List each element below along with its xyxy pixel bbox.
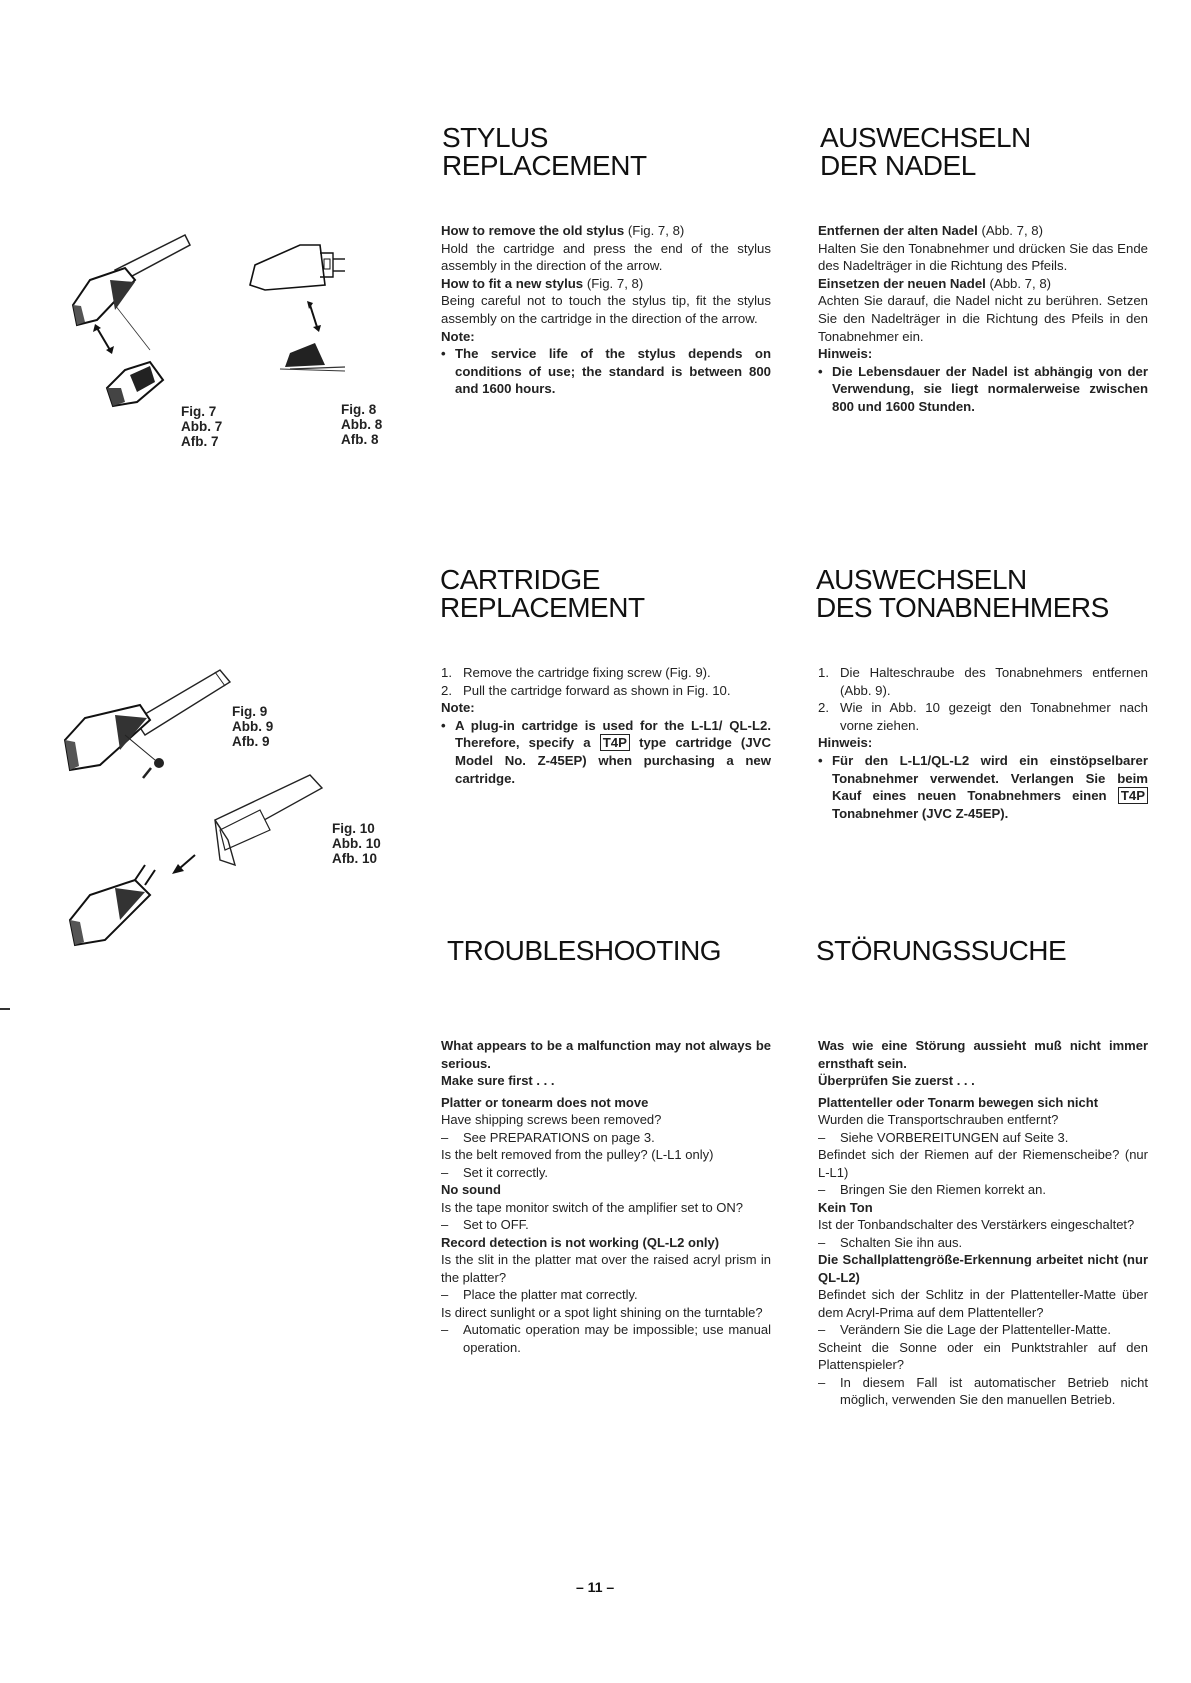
fig8-label: Fig. 8 Abb. 8 Afb. 8 bbox=[341, 402, 383, 447]
fig7-label: Fig. 7 Abb. 7 Afb. 7 bbox=[181, 404, 223, 449]
troubleshooting-body: What appears to be a malfunction may not always be serious. Make sure first . . . Platter or tonearm does not move Have shipping screws been removed? – See PREPARATIONS on page 3. Is the belt removed from the pulley? (L-L1 only) – Set it correctly. No sound Is the tape monitor switch of the amplifier set to ON? – Set to OFF. Record detection is not working (QL-L2 only) Is the slit in the platter mat over the raised acryl prism in the platter? – Place the platter mat correctly. Is direct sunlight or a spot light shining on the turntable? – Automatic operation may be impossible; use manual operation. bbox=[441, 1037, 771, 1356]
cartridge-body: 1. Remove the cartridge fixing screw (Fig. 9). 2. Pull the cartridge forward as shown in Fig. 10. Note: • A plug-in cartridge is used for the L-L1/ QL-L2. Therefore, specify a T4P type cartridge (JVC Model No. Z-45EP) when purchasing a new cartridge. bbox=[441, 664, 771, 787]
fig9-label: Fig. 9 Abb. 9 Afb. 9 bbox=[232, 704, 274, 749]
nadel-body: Entfernen der alten Nadel (Abb. 7, 8) Halten Sie den Tonabnehmer und drücken Sie das Ende des Nadelträger in die Richtung des Pfeils. Einsetzen der neuen Nadel (Abb. 7, 8) Achten Sie darauf, die Nadel nicht zu berühren. Setzen Sie den Nadelträger in die Richtung des Pfeils in den Tonabnehmer ein. Hinweis: • Die Lebensdauer der Nadel ist abhängig von der Verwendung, sie liegt normalerweise zwischen 800 und 1600 Stunden. bbox=[818, 222, 1148, 416]
stylus-title: STYLUS REPLACEMENT bbox=[442, 122, 647, 181]
fig10-label: Fig. 10 Abb. 10 Afb. 10 bbox=[332, 821, 381, 866]
nadel-title: AUSWECHSELN DER NADEL bbox=[820, 122, 1031, 181]
fig8-illustration bbox=[245, 235, 375, 385]
tonabnehmer-title: AUSWECHSELN DES TONABNEHMERS bbox=[816, 564, 1109, 623]
fig10-illustration bbox=[60, 770, 330, 960]
page-number: – 11 – bbox=[576, 1579, 615, 1595]
cartridge-step: 2. Pull the cartridge forward as shown in Fig. 10. bbox=[441, 682, 731, 698]
stylus-body: How to remove the old stylus (Fig. 7, 8) Hold the cartridge and press the end of the stylus assembly in the direction of the arrow. How to fit a new stylus (Fig. 7, 8) Being careful not to touch the stylus tip, fit the stylus assembly on the cartridge in the direction of the arrow. Note: • The service life of the stylus depends on conditions of use; the standard is between 800 and 1600 hours. bbox=[441, 222, 771, 398]
troubleshooting-title: TROUBLESHOOTING bbox=[447, 935, 722, 966]
t4p-badge: T4P bbox=[600, 734, 630, 751]
tonabnehmer-body: 1. Die Halteschraube des Tonabnehmers entfernen (Abb. 9). 2. Wie in Abb. 10 gezeigt den Tonabnehmer nach vorne ziehen. Hinweis: • Für den L-L1/QL-L2 wird ein einstöpselbarer Tonabnehmer verwendet. Verlangen Sie beim Kauf eines neuen Tonabnehmers einen T4P Tonabnehmer (JVC Z-45EP). bbox=[818, 664, 1148, 822]
cartridge-title: CARTRIDGE REPLACEMENT bbox=[440, 564, 645, 623]
tonabnehmer-step: 1. Die Halteschraube des Tonabnehmers entfernen (Abb. 9). bbox=[818, 665, 1148, 698]
t4p-badge: T4P bbox=[1118, 787, 1148, 804]
fig7-illustration bbox=[55, 210, 195, 420]
tonabnehmer-step: 2. Wie in Abb. 10 gezeigt den Tonabnehmer nach vorne ziehen. bbox=[818, 700, 1148, 733]
stoerungssuche-body: Was wie eine Störung aussieht muß nicht immer ernsthaft sein. Überprüfen Sie zuerst . . . Plattenteller oder Tonarm bewegen sich nicht Wurden die Transportschrauben entfernt? – Siehe VORBEREITUNGEN auf Seite 3. Befindet sich der Riemen auf der Riemenscheibe? (nur L-L1) – Bringen Sie den Riemen korrekt an. Kein Ton Ist der Tonbandschalter des Verstärkers eingeschaltet? – Schalten Sie ihn aus. Die Schallplattengröße-Erkennung arbeitet nicht (nur QL-L2) Befindet sich der Schlitz in der Plattenteller-Matte über dem Acryl-Prima auf dem Plattenteller? – Verändern Sie die Lage der Plattenteller-Matte. Scheint die Sonne oder ein Punktstrahler auf den Plattenspieler? – In diesem Fall ist automatischer Betrieb nicht möglich, verwenden Sie den manuellen Betrieb. bbox=[818, 1037, 1148, 1409]
cartridge-step: 1. Remove the cartridge fixing screw (Fig. 9). bbox=[441, 665, 711, 680]
margin-mark bbox=[0, 1008, 10, 1010]
stoerungssuche-title: STÖRUNGSSUCHE bbox=[816, 935, 1067, 966]
